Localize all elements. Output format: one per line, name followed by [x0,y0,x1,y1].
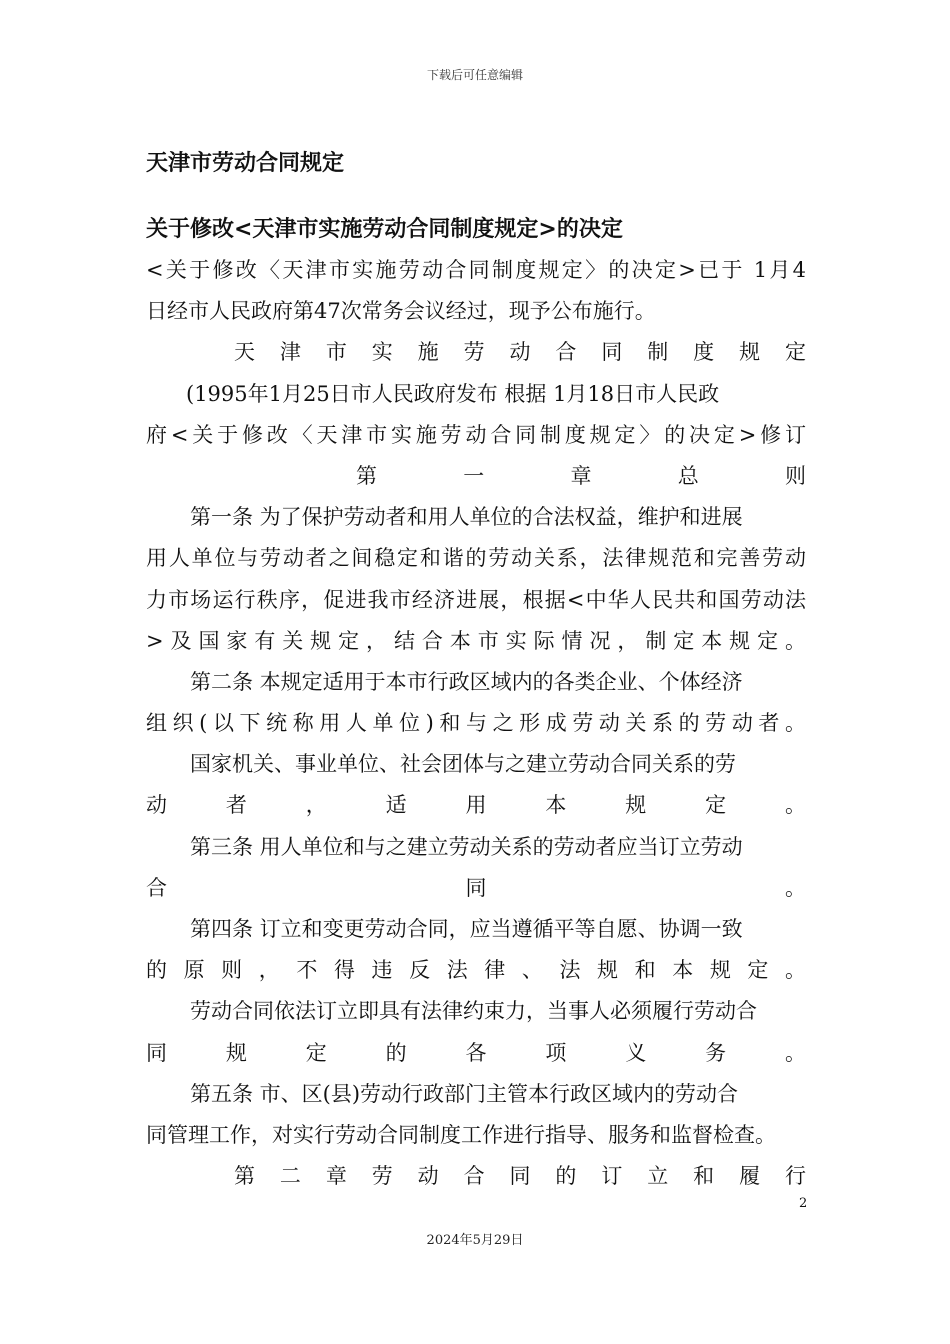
paragraph-line: 府<关于修改〈天津市实施劳动合同制度规定〉的决定>修订 [146,422,806,447]
document-subtitle: 关于修改<天津市实施劳动合同制度规定>的决定 [146,217,623,242]
paragraph-line: >及国家有关规定，结合本市实际情况，制定本规定。 [146,628,806,653]
paragraph-line: 动者，适用本规定。 [146,793,806,818]
page-number: 2 [799,1196,808,1211]
paragraph-line: (1995年1月25日市人民政府发布 根据 1月18日市人民政 [186,381,720,406]
document-body [146,250,806,1197]
paragraph-line: 日经市人民政府第47次常务会议经过，现予公布施行。 [146,299,656,324]
paragraph-line: 力市场运行秩序，促进我市经济进展，根据<中华人民共和国劳动法 [146,587,806,612]
paragraph-line: 第一条 为了保护劳动者和用人单位的合法权益，维护和进展 [190,505,743,530]
paragraph-line: 组织(以下统称用人单位)和与之形成劳动关系的劳动者。 [146,711,806,736]
paragraph-line: 同管理工作，对实行劳动合同制度工作进行指导、服务和监督检查。 [146,1122,776,1147]
paragraph-line: 第二条 本规定适用于本市行政区域内的各类企业、个体经济 [190,669,743,694]
paragraph-line: 第四条 订立和变更劳动合同，应当遵循平等自愿、协调一致 [190,917,743,941]
paragraph-line: 的原则，不得违反法律、法规和本规定。 [146,958,806,983]
paragraph-line: 第五条 市、区(县)劳动行政部门主管本行政区域内的劳动合 [190,1081,739,1106]
paragraph-line: 同规定的各项义务。 [146,1040,806,1065]
chapter-heading: 第一章总则 [356,463,806,488]
chapter-heading: 第二章劳动合同的订立和履行 [234,1164,806,1189]
paragraph-line: <关于修改〈天津市实施劳动合同制度规定〉的决定>已于 1月4 [146,258,806,282]
regulation-title: 天津市实施劳动合同制度规定 [234,340,806,365]
paragraph-line: 国家机关、事业单位、社会团体与之建立劳动合同关系的劳 [190,752,736,777]
paragraph-line: 合同。 [146,875,806,900]
paragraph-line: 劳动合同依法订立即具有法律约束力，当事人必须履行劳动合 [190,999,757,1024]
page-footer-date: 2024年5月29日 [426,1233,524,1248]
paragraph-line: 第三条 用人单位和与之建立劳动关系的劳动者应当订立劳动 [190,834,743,859]
page-header: 下载后可任意编辑 [426,68,523,82]
paragraph-line: 用人单位与劳动者之间稳定和谐的劳动关系，法律规范和完善劳动 [146,546,806,571]
document-title: 天津市劳动合同规定 [146,151,345,176]
